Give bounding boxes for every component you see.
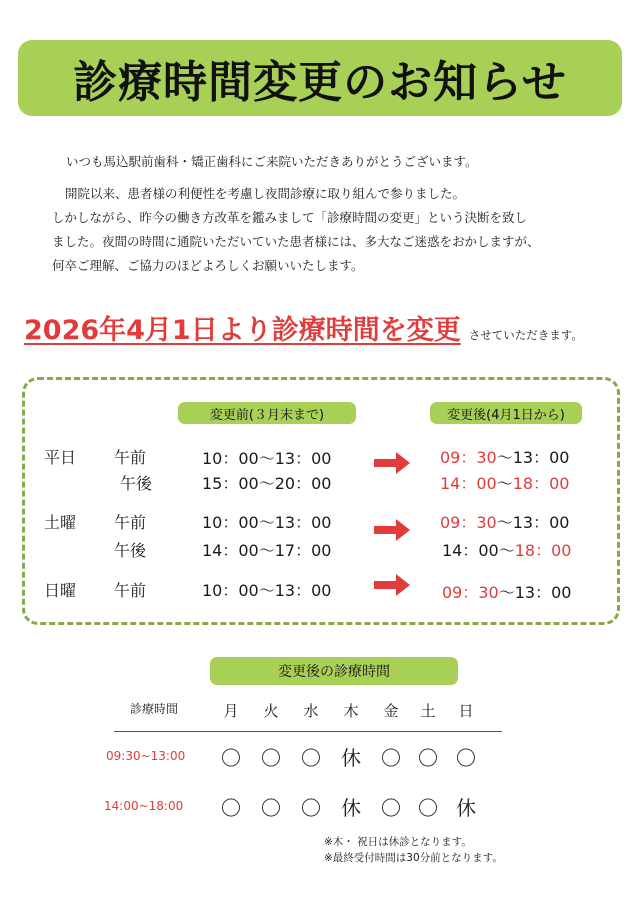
change-headline xyxy=(24,308,583,347)
after-start: 14：00 xyxy=(442,541,499,560)
before-time: 10：00〜13：00 xyxy=(202,581,332,600)
after-sep: 〜 xyxy=(498,583,515,602)
period-label: 午後 xyxy=(114,541,147,560)
schedule-cell: 〇 xyxy=(261,796,281,820)
before-time: 14：00〜17：00 xyxy=(202,541,332,560)
after-time xyxy=(442,538,571,561)
schedule-cell: 〇 xyxy=(221,746,241,770)
day-label: 平日 xyxy=(44,448,77,467)
schedule-cell: 〇 xyxy=(418,746,438,770)
after-sep: 〜 xyxy=(496,513,513,532)
intro-paragraph xyxy=(52,182,592,278)
page-title: 診療時間変更のお知らせ xyxy=(73,57,567,108)
after-time xyxy=(440,471,569,494)
period-label: 午前 xyxy=(114,448,147,467)
before-label: 変更前(３月末まで) xyxy=(178,402,356,424)
after-end: 18：00 xyxy=(512,474,570,493)
schedule-cell: 〇 xyxy=(301,796,321,820)
before-time: 15：00〜20：00 xyxy=(202,474,332,493)
schedule-cell: 〇 xyxy=(381,796,401,820)
day-header: 土 xyxy=(420,702,436,720)
day-header: 木 xyxy=(343,702,359,720)
headline-emphasis: 2026年4月1日より診療時間を変更 xyxy=(24,315,461,346)
after-sep: 〜 xyxy=(496,448,513,467)
time-slot-label: 09:30~13:00 xyxy=(106,749,186,763)
intro-line: 開院以来、患者様の利便性を考慮し夜間診療に取り組んで参りました。 xyxy=(65,186,466,201)
headline-suffix: させていただきます。 xyxy=(468,328,583,342)
schedule-cell: 〇 xyxy=(418,796,438,820)
schedule-cell: 休 xyxy=(341,746,361,770)
right-arrow-icon xyxy=(374,452,410,474)
schedule-cell: 〇 xyxy=(221,796,241,820)
period-label: 午前 xyxy=(114,513,147,532)
day-label: 日曜 xyxy=(44,581,77,600)
greeting-text: いつも馬込駅前歯科・矯正歯科にご来院いただきありがとうございます。 xyxy=(66,154,478,169)
intro-line: 何卒ご理解、ご協力のほどよろしくお願いいたします。 xyxy=(52,258,364,273)
schedule-cell: 〇 xyxy=(381,746,401,770)
title-banner xyxy=(18,40,622,116)
before-time: 10：00〜13：00 xyxy=(202,449,332,468)
schedule-cell: 〇 xyxy=(456,746,476,770)
day-header: 月 xyxy=(223,702,239,720)
after-start: 09：30 xyxy=(442,583,499,602)
intro-line: しかしながら、昨今の働き方改革を鑑みまして「診療時間の変更」という決断を致し xyxy=(52,210,528,225)
after-end: 18：00 xyxy=(514,541,572,560)
after-start: 14：00 xyxy=(440,474,497,493)
schedule-cell: 〇 xyxy=(301,746,321,770)
intro-line: ました。夜間の時間に通院いただいていた患者様には、多大なご迷惑をおかしますが、 xyxy=(52,234,540,249)
after-end: 13：00 xyxy=(512,448,570,467)
footnote: ※最終受付時間は30分前となります。 xyxy=(324,852,503,864)
time-slot-label: 14:00~18:00 xyxy=(104,799,184,813)
schedule-cell: 休 xyxy=(456,796,476,820)
after-end: 13：00 xyxy=(514,583,572,602)
after-start: 09：30 xyxy=(440,513,497,532)
after-sep: 〜 xyxy=(498,541,515,560)
after-start: 09：30 xyxy=(440,448,497,467)
right-arrow-icon xyxy=(374,574,410,596)
footnote: ※木・ 祝日は休診となります。 xyxy=(324,836,472,848)
schedule-cell: 休 xyxy=(341,796,361,820)
after-sep: 〜 xyxy=(496,474,513,493)
after-time xyxy=(440,510,569,533)
day-label: 土曜 xyxy=(44,513,77,532)
period-label: 午前 xyxy=(114,581,147,600)
day-header: 火 xyxy=(263,702,279,720)
after-end: 13：00 xyxy=(512,513,570,532)
table-divider xyxy=(114,731,502,732)
schedule-cell: 〇 xyxy=(261,746,281,770)
after-label: 変更後(4月1日から) xyxy=(430,402,582,424)
day-header: 水 xyxy=(303,702,319,720)
after-time xyxy=(440,445,569,468)
right-arrow-icon xyxy=(374,519,410,541)
period-label: 午後 xyxy=(120,474,153,493)
day-header: 日 xyxy=(458,702,474,720)
before-time: 10：00〜13：00 xyxy=(202,513,332,532)
schedule-corner: 診療時間 xyxy=(130,702,179,716)
after-time xyxy=(442,580,571,603)
day-header: 金 xyxy=(383,702,399,720)
schedule-label: 変更後の診療時間 xyxy=(210,657,458,685)
